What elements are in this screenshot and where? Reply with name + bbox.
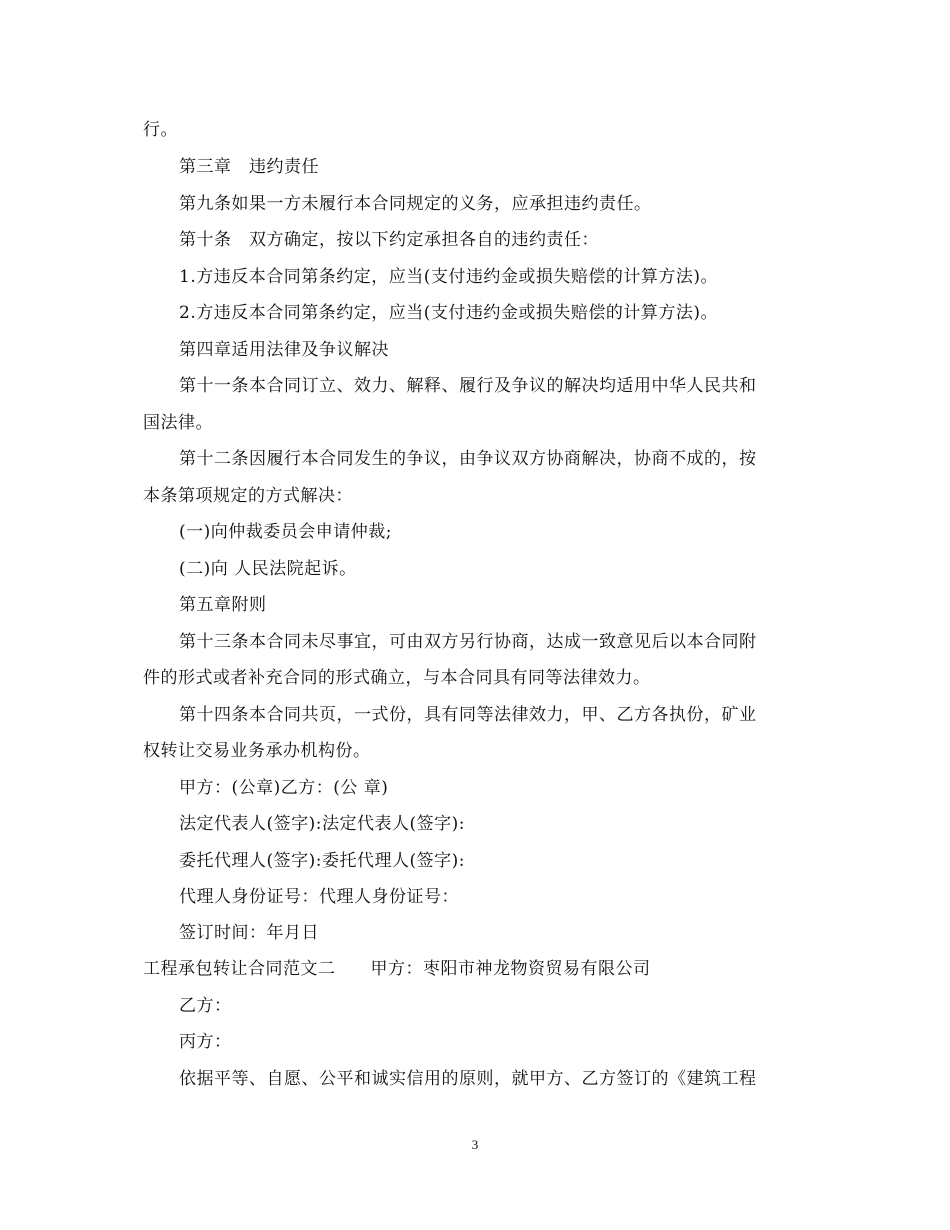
text-line: (二)向 人民法院起诉。	[179, 559, 357, 579]
text-line: 国法律。	[143, 413, 213, 433]
text-line: 1.方违反本合同第条约定，应当(支付违约金或损失赔偿的计算方法)。	[179, 267, 718, 287]
chapter-heading: 第四章适用法律及争议解决	[179, 340, 389, 360]
signature-line: 代理人身份证号：代理人身份证号：	[179, 887, 459, 907]
text-line: 第九条如果一方未履行本合同规定的义务，应承担违约责任。	[179, 194, 652, 214]
text-line: 第十一条本合同订立、效力、解释、履行及争议的解决均适用中华人民共和	[179, 376, 757, 396]
signature-line: 甲方：(公章)乙方：(公 章)	[179, 778, 389, 798]
text-line: 2.方违反本合同第条约定，应当(支付违约金或损失赔偿的计算方法)。	[179, 303, 718, 323]
page-number: 3	[471, 1137, 479, 1152]
text-line: 依据平等、自愿、公平和诚实信用的原则，就甲方、乙方签订的《建筑工程	[179, 1069, 757, 1089]
text-line: 行。	[143, 120, 178, 140]
signature-line: 委托代理人(签字):委托代理人(签字):	[179, 851, 465, 871]
text-line: 第十二条因履行本合同发生的争议，由争议双方协商解决，协商不成的，按	[179, 449, 757, 469]
text-line: 本条第项规定的方式解决：	[143, 486, 353, 506]
chapter-heading: 第五章附则	[179, 595, 267, 615]
text-line: 丙方：	[179, 1032, 232, 1052]
signature-line: 法定代表人(签字):法定代表人(签字):	[179, 814, 465, 834]
text-line: 第十四条本合同共页，一式份，具有同等法律效力，甲、乙方各执份，矿业	[179, 705, 757, 725]
text-line: 第十三条本合同未尽事宜，可由双方另行协商，达成一致意见后以本合同附	[179, 632, 757, 652]
chapter-heading: 第三章 违约责任	[179, 157, 319, 177]
text-line: 第十条 双方确定，按以下约定承担各自的违约责任：	[179, 230, 599, 250]
text-line: (一)向仲裁委员会申请仲裁;	[179, 522, 392, 542]
text-line: 件的形式或者补充合同的形式确立，与本合同具有同等法律效力。	[143, 668, 651, 688]
text-line: 权转让交易业务承办机构份。	[143, 741, 371, 761]
text-line: 乙方：	[179, 996, 232, 1016]
signature-line: 签订时间：年月日	[179, 923, 319, 943]
section-title: 工程承包转让合同范文二 甲方：枣阳市神龙物资贸易有限公司	[143, 959, 651, 979]
